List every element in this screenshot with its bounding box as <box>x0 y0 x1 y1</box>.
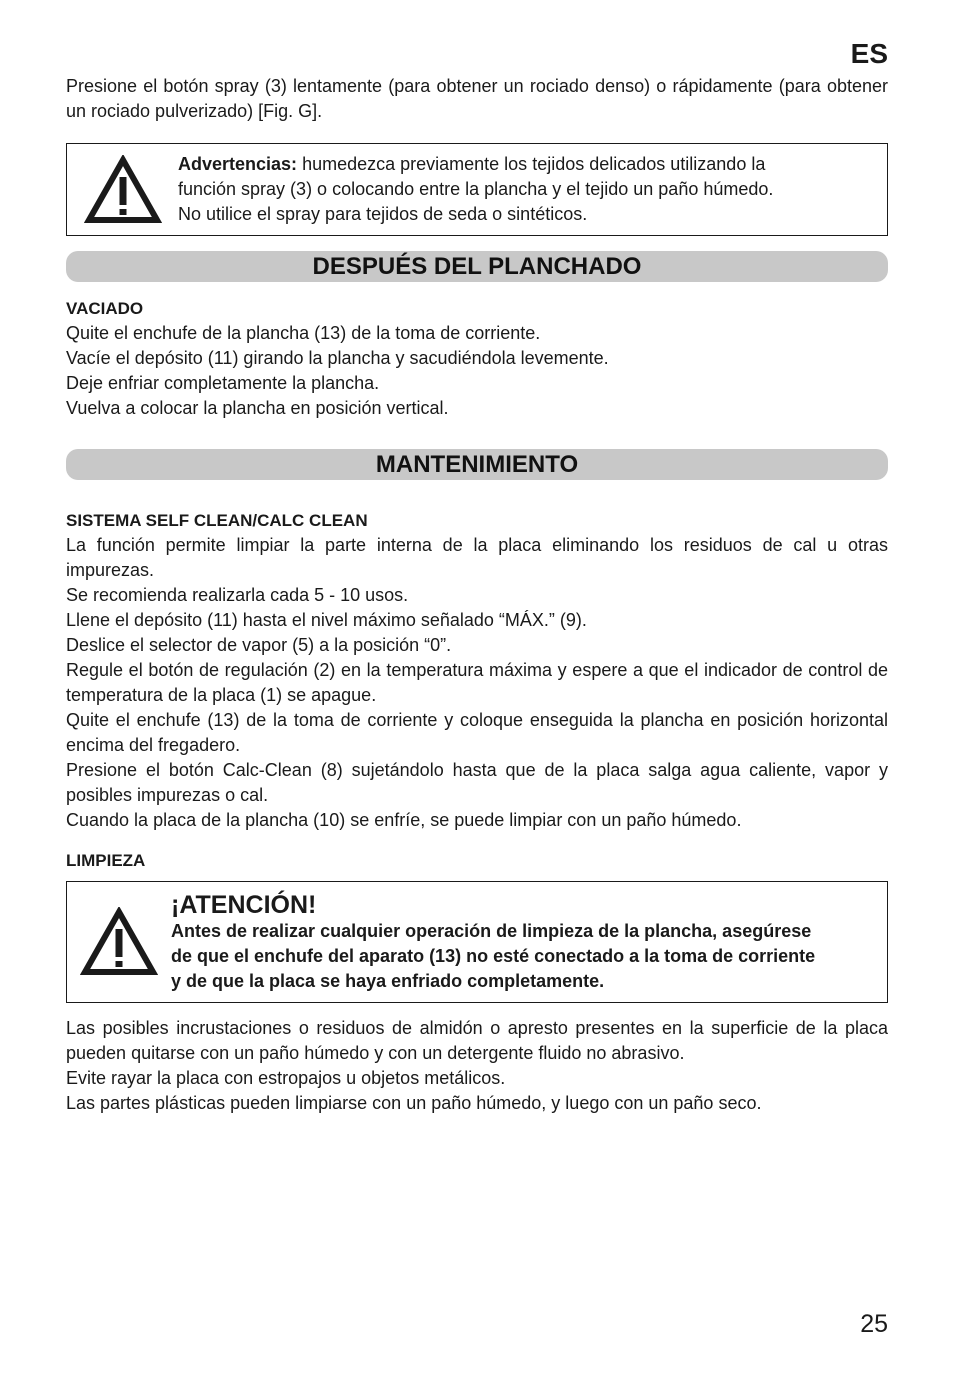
section-title-after-ironing: DESPUÉS DEL PLANCHADO <box>66 251 888 282</box>
attention-title: ¡ATENCIÓN! <box>171 890 317 919</box>
attention-text <box>171 891 815 994</box>
maintenance-paragraph: Cuando la placa de la plancha (10) se enfríe, se puede limpiar con un paño húmedo. <box>66 810 742 830</box>
attention-box <box>66 881 888 1003</box>
warning-line-1 <box>178 152 773 177</box>
warning-box <box>66 143 888 236</box>
page-content <box>66 74 888 1116</box>
emptying-line: Vuelva a colocar la plancha en posición vertical. <box>66 398 449 418</box>
warning-label: Advertencias: <box>178 154 298 174</box>
maintenance-paragraph: Presione el botón Calc-Clean (8) sujetándolo hasta que de la placa salga agua caliente, vapor y posibles impurezas o cal. <box>66 760 888 805</box>
page-number: 25 <box>860 1310 888 1338</box>
warning-line-2: función spray (3) o colocando entre la plancha y el tejido un paño húmedo. <box>178 179 774 199</box>
section-title-maintenance: MANTENIMIENTO <box>66 449 888 480</box>
intro-paragraph: Presione el botón spray (3) lentamente (para obtener un rociado denso) o rápidamente (para obtener un rociado pulverizado) [Fig. G]. <box>66 76 888 121</box>
cleaning-paragraph: Las posibles incrustaciones o residuos de almidón o apresto presentes en la superficie de la placa pueden quitarse con un paño húmedo y con un detergente fluido no abrasivo. <box>66 1018 888 1063</box>
emptying-line: Quite el enchufe de la plancha (13) de la toma de corriente. <box>66 323 541 343</box>
maintenance-paragraph: Quite el enchufe (13) de la toma de corriente y coloque enseguida la plancha en posición horizontal encima del fregadero. <box>66 710 888 755</box>
maintenance-paragraph: Deslice el selector de vapor (5) a la posición “0”. <box>66 635 452 655</box>
warning-text <box>178 152 773 227</box>
attention-line-3: y de que la placa se haya enfriado completamente. <box>171 970 605 991</box>
language-code: ES <box>850 38 888 69</box>
emptying-line: Vacíe el depósito (11) girando la plancha y sacudiéndola levemente. <box>66 348 609 368</box>
warning-line-3: No utilice el spray para tejidos de seda o sintéticos. <box>178 204 588 224</box>
warning-line-1-text: humedezca previamente los tejidos delicados utilizando la <box>297 154 766 174</box>
cleaning-paragraphs <box>66 1016 888 1116</box>
maintenance-paragraph: Se recomienda realizarla cada 5 - 10 usos. <box>66 585 409 605</box>
maintenance-paragraph: La función permite limpiar la parte interna de la placa eliminando los residuos de cal u otras impurezas. <box>66 535 888 580</box>
attention-line-2: de que el enchufe del aparato (13) no esté conectado a la toma de corriente <box>171 945 816 966</box>
cleaning-paragraph: Las partes plásticas pueden limpiarse con un paño húmedo, y luego con un paño seco. <box>66 1093 762 1113</box>
subheading-self-clean: SISTEMA SELF CLEAN/CALC CLEAN <box>66 511 368 530</box>
warning-triangle-icon <box>67 907 171 977</box>
attention-line-1: Antes de realizar cualquier operación de limpieza de la plancha, asegúrese <box>171 920 812 941</box>
maintenance-paragraph: Llene el depósito (11) hasta el nivel máximo señalado “MÁX.” (9). <box>66 610 587 630</box>
emptying-line: Deje enfriar completamente la plancha. <box>66 373 380 393</box>
subheading-emptying: VACIADO <box>66 299 144 318</box>
subheading-cleaning: LIMPIEZA <box>66 851 146 870</box>
cleaning-paragraph: Evite rayar la placa con estropajos u objetos metálicos. <box>66 1068 506 1088</box>
maintenance-paragraph: Regule el botón de regulación (2) en la temperatura máxima y espere a que el indicador de control de temperatura de la placa (1) se apague. <box>66 660 888 705</box>
warning-triangle-icon <box>67 155 178 225</box>
